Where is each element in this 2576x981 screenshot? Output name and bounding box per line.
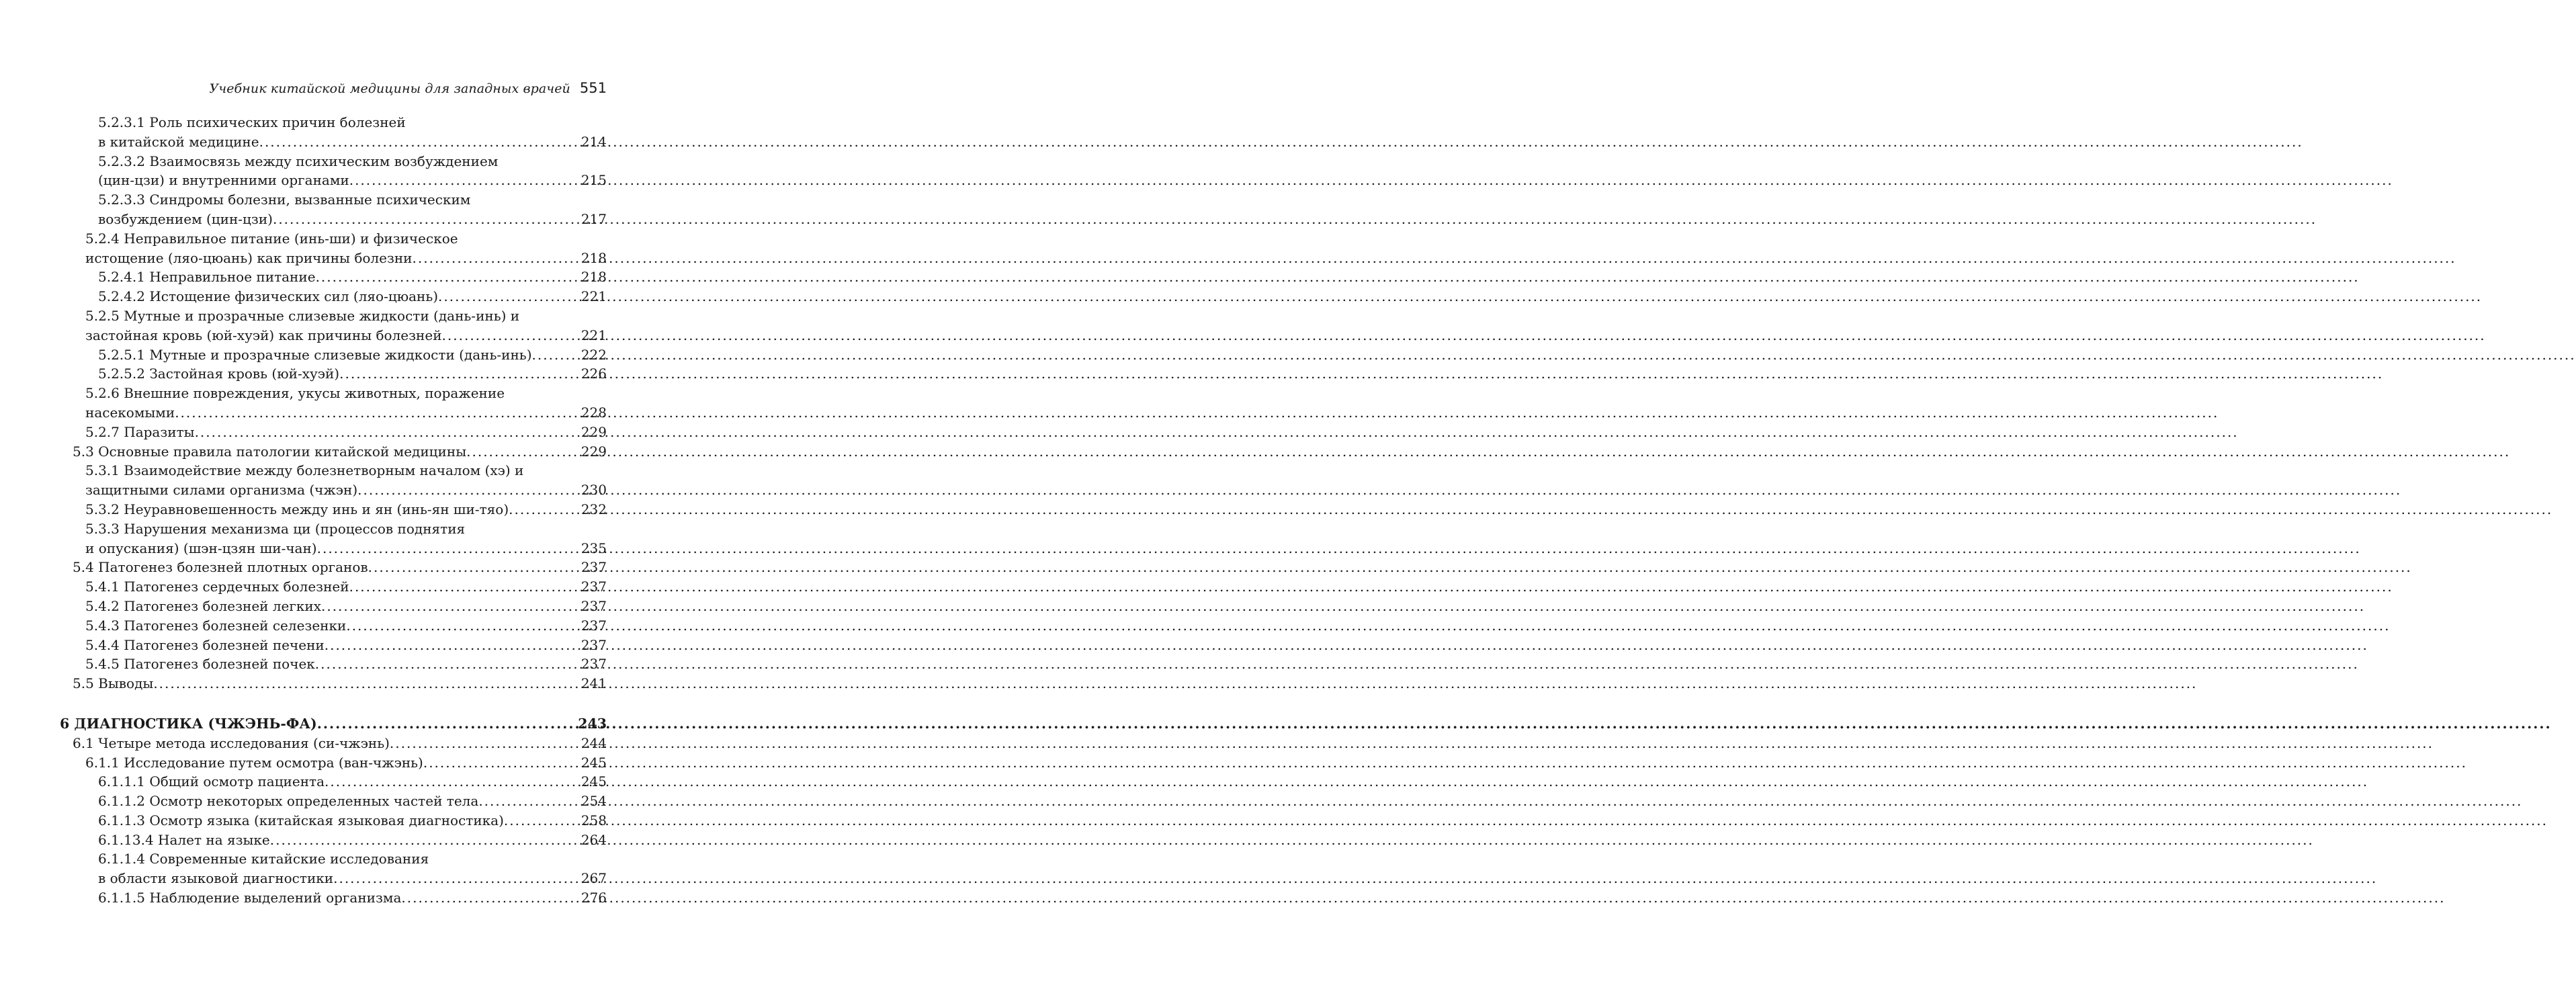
toc-page-number: 221 (581, 327, 607, 343)
dot-leader (315, 654, 580, 674)
toc-entry-first-line (0, 229, 672, 249)
toc-page-number: 218 (581, 269, 607, 286)
dot-leader (270, 830, 580, 850)
toc-entry[interactable] (0, 249, 672, 268)
toc-entry-title: 5.4.3 Патогенез болезней селезенки (85, 617, 347, 634)
dot-leader (325, 772, 580, 792)
toc-entry-title: 5.4.1 Патогенез сердечных болезней (85, 579, 349, 595)
dot-leader (357, 480, 580, 500)
toc-page-number: 237 (581, 656, 607, 673)
dot-leader (316, 267, 580, 287)
toc-entry[interactable] (0, 267, 672, 287)
toc-entry-title: 5.4.2 Патогенез болезней легких (85, 597, 321, 614)
toc-entry-title: 5.2.3.3 Синдромы болезни, вызванные психическим (98, 191, 471, 208)
toc-entry[interactable] (0, 132, 672, 152)
toc-entry[interactable] (0, 616, 672, 636)
toc-page-number: 237 (581, 597, 607, 614)
toc-entry[interactable] (0, 345, 672, 365)
toc-entry-first-line (0, 461, 672, 480)
toc-entry-title: 6.1.1.1 Общий осмотр пациента (98, 773, 325, 790)
toc-entry-title: и опускания) (шэн-цзян ши-чан) (85, 540, 317, 556)
dot-leader (390, 734, 580, 753)
toc-page-number: 245 (581, 754, 607, 771)
toc-entry-title: насекомыми (85, 404, 175, 421)
toc-entry[interactable] (0, 753, 672, 773)
toc-page-number: 241 (581, 675, 607, 692)
toc-entry-title: возбуждением (цин-цзи) (98, 210, 273, 227)
toc-entry[interactable] (0, 636, 672, 655)
toc-entry-title: 6.1.1 Исследование путем осмотра (ван-чжэнь) (85, 754, 423, 771)
toc-entry[interactable] (0, 480, 672, 500)
toc-entry-title: 5.3.1 Взаимодействие между болезнетворным началом (хэ) и (85, 462, 524, 479)
toc-entry[interactable] (0, 500, 672, 519)
toc-entry[interactable] (0, 830, 672, 850)
dot-leader (321, 597, 580, 616)
toc-entry[interactable] (0, 674, 672, 693)
dot-leader (273, 210, 580, 229)
toc-entry-title: защитными силами организма (чжэн) (85, 482, 358, 499)
toc-entry-title: 6.1.1.3 Осмотр языка (китайская языковая диагностика) (98, 812, 504, 828)
toc-chapter-entry[interactable] (0, 714, 672, 734)
toc-page-number: 237 (581, 617, 607, 634)
toc-entry-title: 5.3.3 Нарушения механизма ци (процессов поднятия (85, 520, 466, 537)
dot-leader (509, 500, 580, 519)
toc-page-number: 218 (581, 249, 607, 266)
toc-entry-title: 6.1.1.5 Наблюдение выделений организма (98, 890, 402, 906)
dot-leader (349, 577, 580, 597)
toc-entry-title: 5.2.3.2 Взаимосвязь между психическим возбуждением (98, 153, 499, 169)
table-of-contents (0, 113, 672, 908)
dot-leader (466, 442, 580, 462)
toc-entry-title: 5.2.5.1 Мутные и прозрачные слизевые жидкости (дань-инь) (98, 346, 532, 363)
toc-entry-title: застойная кровь (юй-хуэй) как причины болезней (85, 327, 442, 343)
toc-entry[interactable] (0, 654, 672, 674)
dot-leader (438, 287, 580, 306)
toc-entry-title: 5.5 Выводы (73, 675, 154, 692)
toc-entry-title: 6.1.1.4 Современные китайские исследования (98, 851, 429, 867)
toc-page-number: 267 (581, 870, 607, 887)
toc-page-number: 237 (581, 579, 607, 595)
dot-leader (339, 364, 580, 384)
toc-entry[interactable] (0, 364, 672, 384)
toc-page-number: 232 (581, 501, 607, 517)
toc-entry-title: 5.4.4 Патогенез болезней печени (85, 636, 325, 653)
toc-entry-title: 5.4 Патогенез болезней плотных органов (73, 559, 368, 576)
toc-page-number: 237 (581, 636, 607, 653)
toc-entry[interactable] (0, 423, 672, 442)
toc-entry-title: 5.2.7 Паразиты (85, 423, 195, 440)
toc-page-number: 229 (581, 443, 607, 460)
toc-entry[interactable] (0, 577, 672, 597)
toc-entry-title: 5.3 Основные правила патологии китайской медицины (73, 443, 467, 460)
toc-chapter-title: 6 ДИАГНОСТИКА (ЧЖЭНЬ-ФА) (60, 715, 317, 732)
toc-page-number: 228 (581, 404, 607, 421)
toc-page-number: 276 (581, 890, 607, 906)
toc-entry-title: 5.2.4.1 Неправильное питание (98, 269, 316, 286)
toc-entry[interactable] (0, 869, 672, 888)
toc-entry-title: 5.2.5 Мутные и прозрачные слизевые жидкости (дань-инь) и (85, 307, 520, 324)
toc-entry[interactable] (0, 888, 672, 908)
toc-entry[interactable] (0, 287, 672, 306)
toc-entry-title: 5.2.6 Внешние повреждения, укусы животных, поражение (85, 385, 505, 402)
running-title: Учебник китайской медицины для западных врачей (209, 81, 570, 96)
dot-leader (423, 753, 580, 773)
toc-entry-title: 5.2.5.2 Застойная кровь (юй-хуэй) (98, 366, 340, 382)
dot-leader (333, 869, 580, 888)
toc-entry[interactable] (0, 171, 672, 190)
running-header (0, 79, 607, 98)
toc-page-number: 217 (581, 210, 607, 227)
dot-leader (413, 249, 580, 268)
toc-entry-first-line (0, 849, 672, 869)
toc-entry[interactable] (0, 326, 672, 345)
dot-leader (346, 616, 579, 636)
toc-page-number: 222 (581, 346, 607, 363)
toc-page-number: 230 (581, 482, 607, 499)
toc-entry-title: 5.2.4.2 Истощение физических сил (ляо-цюань) (98, 288, 439, 305)
toc-page-number: 226 (581, 366, 607, 382)
dot-leader (532, 345, 580, 365)
toc-entry-title: 5.3.2 Неуравновешенность между инь и ян (инь-ян ши-тяо) (85, 501, 509, 517)
toc-page-number: 254 (581, 793, 607, 810)
toc-entry[interactable] (0, 772, 672, 792)
toc-page-number: 264 (581, 831, 607, 848)
dot-leader (478, 792, 580, 811)
toc-entry-title: 5.2.4 Неправильное питание (инь-ши) и физическое (85, 230, 458, 247)
toc-page-number: 221 (581, 288, 607, 305)
toc-entry[interactable] (0, 597, 672, 616)
toc-entry-title: 6.1.1.2 Осмотр некоторых определенных частей тела (98, 793, 479, 810)
toc-entry-first-line (0, 190, 672, 210)
toc-entry-title: 5.4.5 Патогенез болезней почек (85, 656, 315, 673)
dot-leader (325, 636, 580, 655)
dot-leader (317, 539, 580, 558)
toc-entry[interactable] (0, 558, 672, 577)
toc-page-number: 235 (581, 540, 607, 556)
toc-entry-first-line (0, 384, 672, 403)
dot-leader (153, 674, 580, 693)
toc-entry-first-line (0, 519, 672, 539)
toc-entry[interactable] (0, 811, 672, 830)
toc-entry[interactable] (0, 539, 672, 558)
toc-entry-title: истощение (ляо-цюань) как причины болезни (85, 249, 413, 266)
toc-page-number: 258 (581, 812, 607, 828)
toc-entry-title: 5.2.3.1 Роль психических причин болезней (98, 114, 406, 130)
toc-page-number: 244 (581, 734, 607, 751)
toc-page-number: 243 (578, 715, 607, 732)
toc-entry-title: 6.1.13.4 Налет на языке (98, 831, 270, 848)
toc-entry-title: в китайской медицине (98, 133, 259, 150)
toc-entry[interactable] (0, 734, 672, 753)
dot-leader (175, 403, 580, 423)
dot-leader (259, 132, 580, 152)
dot-leader (349, 171, 580, 190)
toc-entry-first-line (0, 113, 672, 132)
toc-entry[interactable] (0, 210, 672, 229)
toc-page-number: 229 (581, 423, 607, 440)
dot-leader (504, 811, 580, 830)
page-number: 551 (579, 80, 607, 96)
dot-leader (442, 326, 580, 345)
dot-leader (368, 558, 580, 577)
dot-leader (195, 423, 580, 442)
dot-leader (317, 714, 576, 734)
toc-entry[interactable] (0, 442, 672, 462)
toc-entry-title: 6.1 Четыре метода исследования (си-чжэнь) (73, 734, 390, 751)
toc-entry[interactable] (0, 403, 672, 423)
toc-page-number: 237 (581, 559, 607, 576)
toc-entry-title: (цин-цзи) и внутренними органами (98, 172, 349, 189)
toc-page-number: 214 (581, 133, 607, 150)
dot-leader (401, 888, 579, 908)
toc-entry[interactable] (0, 792, 672, 811)
toc-entry-first-line (0, 152, 672, 171)
toc-page-number: 245 (581, 773, 607, 790)
toc-entry-title: в области языковой диагностики (98, 870, 334, 887)
toc-page-number: 215 (581, 172, 607, 189)
toc-entry-first-line (0, 306, 672, 326)
